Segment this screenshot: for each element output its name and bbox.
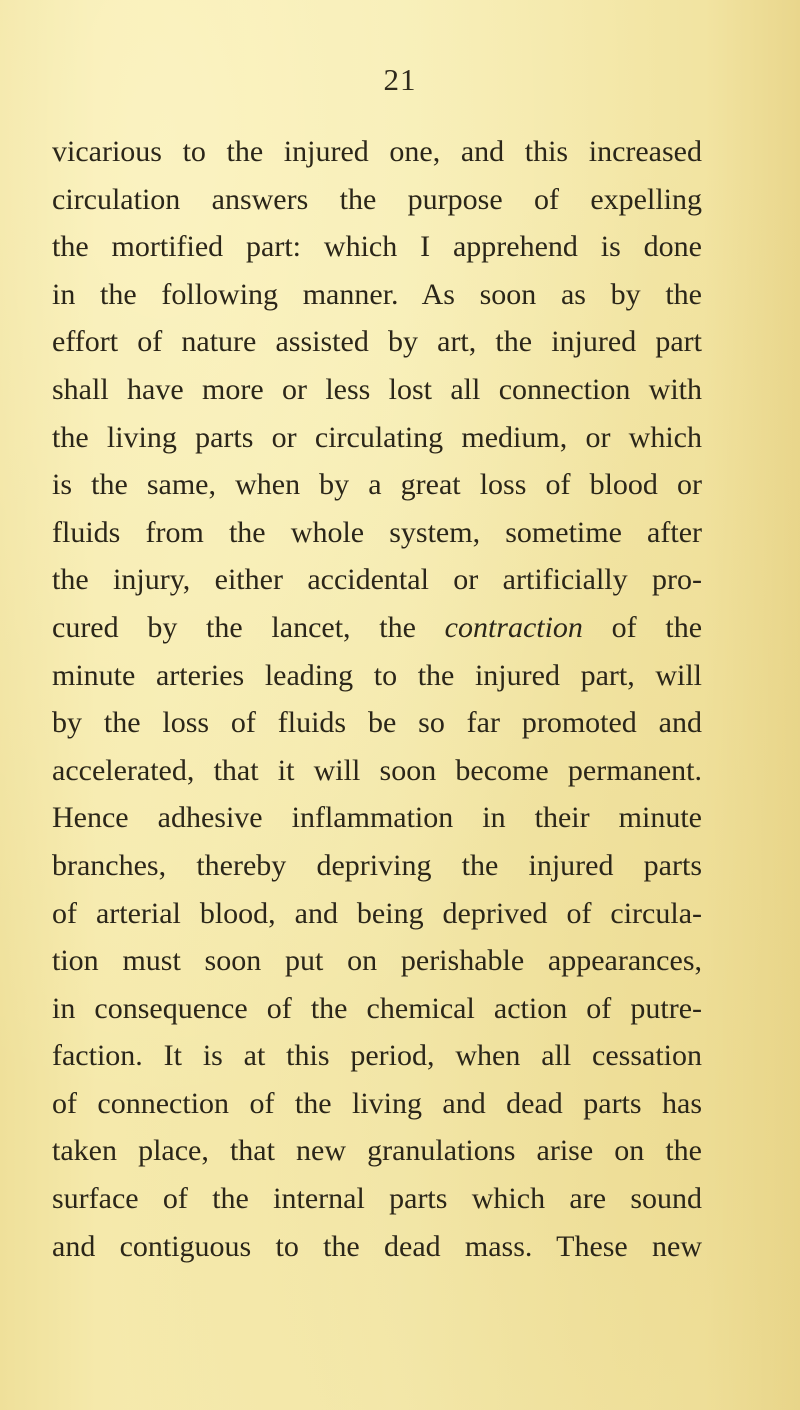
text-line-15: Hence adhesive inflammation in their minute: [52, 801, 702, 835]
text-line-14: accelerated, that it will soon become permanent.: [52, 753, 702, 787]
text-line-24: and contiguous to the dead mass. These new: [52, 1229, 702, 1263]
text-line-7: the living parts or circulating medium, or which: [52, 420, 702, 454]
text-line-1: vicarious to the injured one, and this increased: [52, 135, 702, 168]
body-text: [52, 128, 702, 1270]
text-line-6: shall have more or less lost all connection with: [52, 372, 702, 406]
text-line-20: faction. It is at this period, when all cessation: [52, 1039, 702, 1073]
text-line-3: the mortified part: which I apprehend is done: [52, 230, 702, 264]
text-line-4: in the following manner. As soon as by the: [52, 277, 702, 311]
page-number: 21: [383, 62, 417, 97]
text-line-23: surface of the internal parts which are sound: [52, 1182, 702, 1216]
text-line-11-before: cured by the lancet, the: [52, 610, 445, 644]
text-line-17: of arterial blood, and being deprived of circula-: [52, 896, 702, 930]
text-line-11: [52, 604, 702, 652]
text-line-21: of connection of the living and dead parts has: [52, 1086, 702, 1120]
text-line-19: in consequence of the chemical action of putre-: [52, 991, 702, 1025]
text-line-12: minute arteries leading to the injured part, will: [52, 658, 702, 692]
text-line-16: branches, thereby depriving the injured parts: [52, 848, 702, 882]
text-line-2: circulation answers the purpose of expelling: [52, 182, 702, 216]
text-line-8: is the same, when by a great loss of blood or: [52, 468, 702, 502]
text-line-10: the injury, either accidental or artificially pro-: [52, 563, 702, 597]
text-line-18: tion must soon put on perishable appearances,: [52, 944, 702, 978]
text-line-11-after: of the: [582, 610, 703, 644]
text-line-9: fluids from the whole system, sometime after: [52, 515, 702, 549]
emphasized-word: contraction: [444, 610, 583, 644]
text-line-22: taken place, that new granulations arise on the: [52, 1134, 702, 1168]
text-line-13: by the loss of fluids be so far promoted and: [52, 706, 702, 740]
text-line-5: effort of nature assisted by art, the injured part: [52, 325, 702, 359]
